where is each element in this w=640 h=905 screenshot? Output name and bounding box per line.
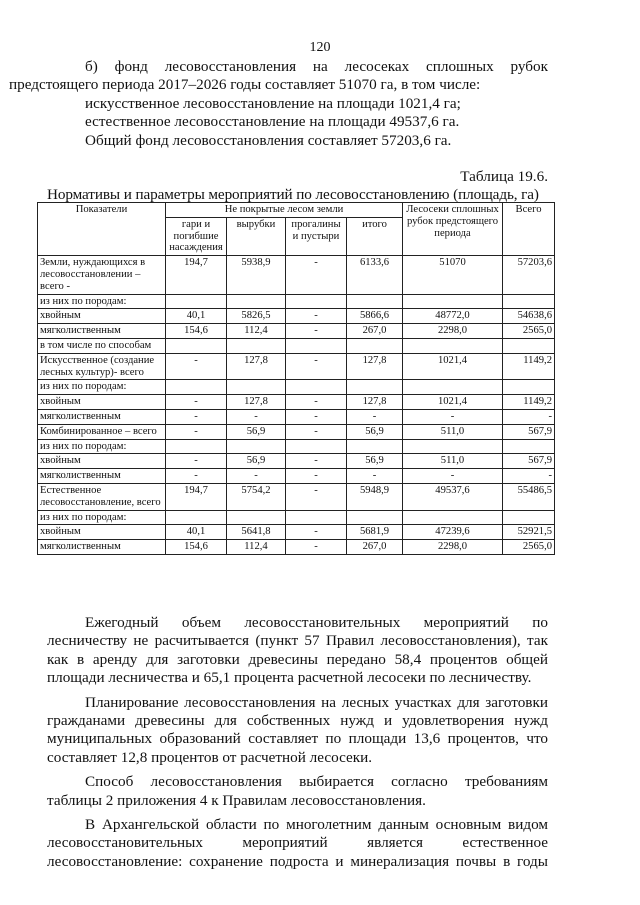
row-value-c6: 55486,5 xyxy=(503,483,555,510)
row-value-c6: 52921,5 xyxy=(503,525,555,540)
table-row xyxy=(38,353,555,380)
row-label: мягколиственным xyxy=(38,409,166,424)
row-value-c5: 2298,0 xyxy=(403,324,503,339)
row-value-c1 xyxy=(166,439,227,454)
row-value-c1: 154,6 xyxy=(166,324,227,339)
intro-paragraph-1 xyxy=(9,58,548,95)
row-value-c6: 54638,6 xyxy=(503,309,555,324)
row-value-c5: 1021,4 xyxy=(403,395,503,410)
row-value-c4: 5866,6 xyxy=(347,309,403,324)
table-row xyxy=(38,525,555,540)
row-value-c1 xyxy=(166,294,227,309)
row-value-c4: 5681,9 xyxy=(347,525,403,540)
row-value-c3: - xyxy=(286,424,347,439)
table-row xyxy=(38,395,555,410)
table-title: Нормативы и параметры мероприятий по лесовосстановлению (площадь, га) xyxy=(47,186,539,203)
row-value-c3: - xyxy=(286,540,347,555)
intro-line-artificial: искусственное лесовосстановление на площади 1021,4 га; xyxy=(85,94,461,112)
row-label: из них по породам: xyxy=(38,294,166,309)
row-value-c5: 47239,6 xyxy=(403,525,503,540)
row-value-c5: 511,0 xyxy=(403,424,503,439)
row-value-c2: 5641,8 xyxy=(227,525,286,540)
row-value-c6 xyxy=(503,380,555,395)
page-number: 120 xyxy=(309,40,331,55)
table-row xyxy=(38,309,555,324)
row-value-c6: - xyxy=(503,469,555,484)
outro-section xyxy=(47,614,548,871)
row-label: из них по породам: xyxy=(38,439,166,454)
row-label: хвойным xyxy=(38,454,166,469)
row-value-c1: - xyxy=(166,409,227,424)
row-value-c2: 56,9 xyxy=(227,454,286,469)
intro-paragraph-1-rest: предстоящего периода 2017–2026 годы составляет 51070 га, в том числе: xyxy=(9,76,481,94)
row-value-c1: 194,7 xyxy=(166,256,227,294)
row-value-c5: 2298,0 xyxy=(403,540,503,555)
table-row xyxy=(38,338,555,353)
row-value-c6 xyxy=(503,294,555,309)
row-value-c3: - xyxy=(286,309,347,324)
row-value-c2 xyxy=(227,510,286,525)
intro-line-natural: естественное лесовосстановление на площади 49537,6 га. xyxy=(85,113,460,131)
row-value-c5 xyxy=(403,439,503,454)
table-row xyxy=(38,540,555,555)
row-label: Комбинированное – всего xyxy=(38,424,166,439)
outro-paragraph-4: В Архангельской области по многолетним данным основным видом лесовосстановительных мероприятий является естественное лесовосстановление: сохранение подроста и минерализация почвы в годы xyxy=(47,816,548,870)
row-value-c4 xyxy=(347,294,403,309)
row-value-c6: 567,9 xyxy=(503,424,555,439)
row-value-c5: 48772,0 xyxy=(403,309,503,324)
header-burned: гари и погибшие насаждения xyxy=(166,217,227,255)
table-row xyxy=(38,294,555,309)
row-value-c3: - xyxy=(286,353,347,380)
row-value-c3 xyxy=(286,338,347,353)
header-not-covered: Не покрытые лесом земли xyxy=(166,203,403,218)
row-value-c3 xyxy=(286,380,347,395)
row-value-c1: 194,7 xyxy=(166,483,227,510)
table-caption: Таблица 19.6. xyxy=(460,168,548,185)
row-value-c1 xyxy=(166,338,227,353)
table-row xyxy=(38,510,555,525)
row-label: мягколиственным xyxy=(38,324,166,339)
row-value-c1: - xyxy=(166,454,227,469)
table-body xyxy=(38,256,555,555)
row-value-c1: 154,6 xyxy=(166,540,227,555)
row-value-c5 xyxy=(403,510,503,525)
reforestation-table xyxy=(37,202,555,555)
row-value-c4 xyxy=(347,338,403,353)
header-cuttings: вырубки xyxy=(227,217,286,255)
table-row xyxy=(38,454,555,469)
row-value-c6 xyxy=(503,510,555,525)
row-value-c2: 112,4 xyxy=(227,324,286,339)
row-value-c2: 5754,2 xyxy=(227,483,286,510)
row-value-c4: 267,0 xyxy=(347,324,403,339)
row-label: Естественное лесовосстановление, всего xyxy=(38,483,166,510)
row-value-c3: - xyxy=(286,409,347,424)
table-row xyxy=(38,483,555,510)
row-value-c4: 5948,9 xyxy=(347,483,403,510)
header-clearcut: Лесосеки сплошных рубок предстоящего периода xyxy=(403,203,503,256)
row-value-c1: - xyxy=(166,469,227,484)
row-value-c2 xyxy=(227,380,286,395)
intro-paragraph-1-first-line: б) фонд лесовосстановления на лесосеках сплошных рубок xyxy=(85,58,548,75)
row-value-c4: - xyxy=(347,469,403,484)
row-value-c3: - xyxy=(286,256,347,294)
row-value-c6 xyxy=(503,338,555,353)
row-value-c5 xyxy=(403,380,503,395)
table-row xyxy=(38,469,555,484)
row-value-c6: 1149,2 xyxy=(503,395,555,410)
row-label: в том числе по способам xyxy=(38,338,166,353)
outro-paragraph-2: Планирование лесовосстановления на лесных участках для заготовки гражданами древесины для собственных нужд и удовлетворения нужд муниципальных образований составляет по площади 13,6 процентов, что составляет 12,8 процентов от расчетной лесосеки. xyxy=(47,693,548,766)
row-value-c5: - xyxy=(403,409,503,424)
row-value-c2: 56,9 xyxy=(227,424,286,439)
header-glades: прогалины и пустыри xyxy=(286,217,347,255)
row-value-c6 xyxy=(503,439,555,454)
table-row xyxy=(38,409,555,424)
row-value-c3: - xyxy=(286,454,347,469)
row-value-c5: 51070 xyxy=(403,256,503,294)
header-total: итого xyxy=(347,217,403,255)
row-value-c2: - xyxy=(227,409,286,424)
row-value-c4: 127,8 xyxy=(347,395,403,410)
row-value-c2: 5938,9 xyxy=(227,256,286,294)
table-row xyxy=(38,424,555,439)
row-label: хвойным xyxy=(38,525,166,540)
row-value-c1: 40,1 xyxy=(166,309,227,324)
row-value-c4 xyxy=(347,380,403,395)
intro-line-total: Общий фонд лесовосстановления составляет 57203,6 га. xyxy=(85,131,452,149)
row-value-c4: 6133,6 xyxy=(347,256,403,294)
row-label: Искусственное (создание лесных культур)- всего xyxy=(38,353,166,380)
row-value-c4: 127,8 xyxy=(347,353,403,380)
row-value-c5: 49537,6 xyxy=(403,483,503,510)
row-value-c4 xyxy=(347,439,403,454)
row-value-c6: 567,9 xyxy=(503,454,555,469)
table-row xyxy=(38,256,555,294)
row-label: Земли, нуждающихся в лесовосстановлении – всего - xyxy=(38,256,166,294)
row-value-c5 xyxy=(403,338,503,353)
row-label: мягколиственным xyxy=(38,540,166,555)
row-value-c2 xyxy=(227,338,286,353)
row-label: из них по породам: xyxy=(38,510,166,525)
row-label: хвойным xyxy=(38,309,166,324)
row-value-c3 xyxy=(286,294,347,309)
row-value-c2 xyxy=(227,439,286,454)
table-row xyxy=(38,324,555,339)
row-value-c3: - xyxy=(286,483,347,510)
row-value-c1: - xyxy=(166,395,227,410)
outro-paragraph-3: Способ лесовосстановления выбирается согласно требованиям таблицы 2 приложения 4 к Правилам лесовосстановления. xyxy=(47,773,548,809)
row-value-c1 xyxy=(166,510,227,525)
row-value-c2: 5826,5 xyxy=(227,309,286,324)
row-value-c1: - xyxy=(166,424,227,439)
row-value-c2: 127,8 xyxy=(227,395,286,410)
row-value-c6: - xyxy=(503,409,555,424)
row-value-c2: 112,4 xyxy=(227,540,286,555)
row-value-c4: 56,9 xyxy=(347,454,403,469)
row-label: мягколиственным xyxy=(38,469,166,484)
row-value-c4: - xyxy=(347,409,403,424)
row-value-c3: - xyxy=(286,525,347,540)
row-value-c1: 40,1 xyxy=(166,525,227,540)
header-all: Всего xyxy=(503,203,555,256)
row-value-c2: - xyxy=(227,469,286,484)
row-value-c3: - xyxy=(286,395,347,410)
row-value-c5: - xyxy=(403,469,503,484)
header-indicators: Показатели xyxy=(38,203,166,256)
outro-paragraph-1: Ежегодный объем лесовосстановительных мероприятий по лесничеству не расчитывается (пункт 57 Правил лесовосстановления), так как в аренду для заготовки древесины передано 58,4 процентов общей площади лесничества и 65,1 процента расчетной лесосеки по лесничеству. xyxy=(47,614,548,687)
row-value-c3 xyxy=(286,439,347,454)
intro-section xyxy=(9,58,548,150)
row-value-c2: 127,8 xyxy=(227,353,286,380)
table-row xyxy=(38,439,555,454)
row-label: хвойным xyxy=(38,395,166,410)
row-value-c4: 56,9 xyxy=(347,424,403,439)
row-value-c2 xyxy=(227,294,286,309)
row-value-c4: 267,0 xyxy=(347,540,403,555)
row-value-c3: - xyxy=(286,469,347,484)
row-label: из них по породам: xyxy=(38,380,166,395)
row-value-c4 xyxy=(347,510,403,525)
row-value-c5: 1021,4 xyxy=(403,353,503,380)
row-value-c5: 511,0 xyxy=(403,454,503,469)
row-value-c5 xyxy=(403,294,503,309)
row-value-c3 xyxy=(286,510,347,525)
row-value-c6: 2565,0 xyxy=(503,540,555,555)
table-row xyxy=(38,380,555,395)
row-value-c1 xyxy=(166,380,227,395)
row-value-c6: 2565,0 xyxy=(503,324,555,339)
row-value-c1: - xyxy=(166,353,227,380)
row-value-c6: 1149,2 xyxy=(503,353,555,380)
row-value-c3: - xyxy=(286,324,347,339)
row-value-c6: 57203,6 xyxy=(503,256,555,294)
